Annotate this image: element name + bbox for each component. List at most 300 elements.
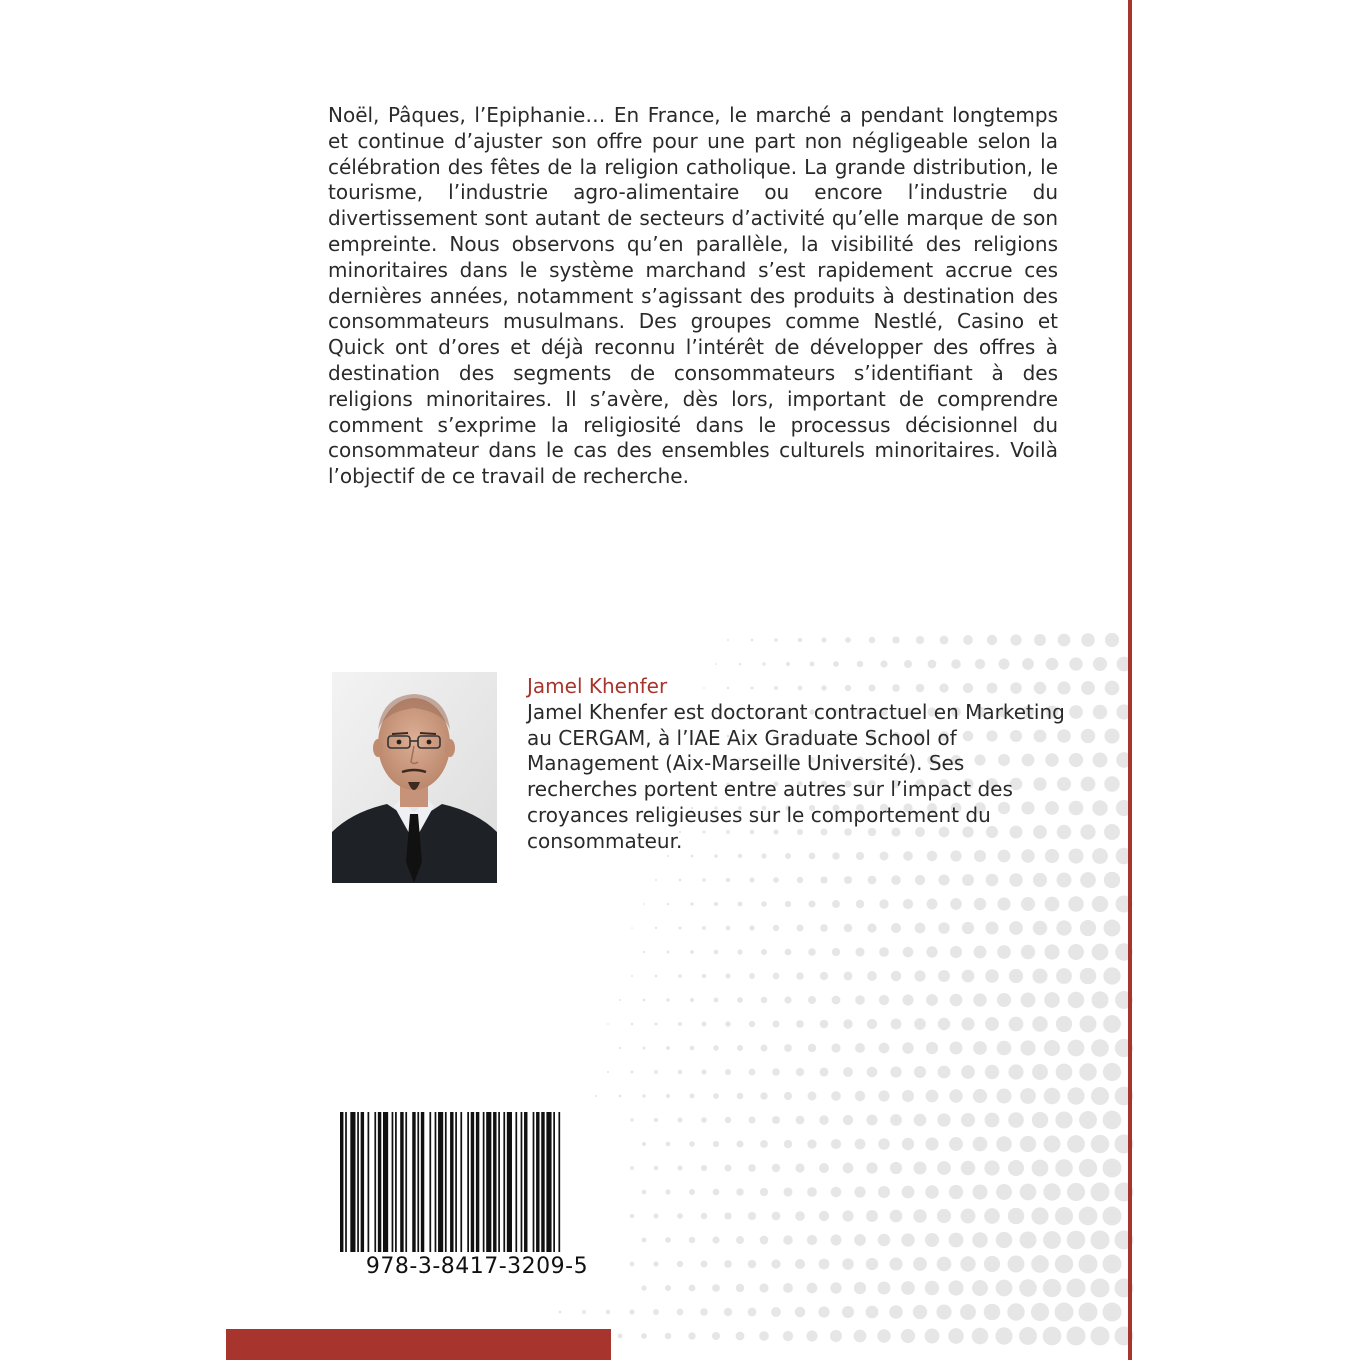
halftone-dot	[677, 1213, 683, 1219]
halftone-dot	[796, 1068, 804, 1076]
halftone-dot	[772, 1068, 780, 1076]
halftone-dot	[830, 1330, 842, 1342]
halftone-dot	[999, 659, 1010, 670]
halftone-dot	[1032, 1112, 1048, 1128]
halftone-dot	[1068, 944, 1084, 960]
halftone-dot	[702, 974, 706, 978]
halftone-dot	[831, 1043, 840, 1052]
halftone-dot	[963, 635, 973, 645]
barcode-bar	[515, 1112, 517, 1252]
halftone-dot	[914, 1114, 927, 1127]
halftone-dot	[1019, 1279, 1037, 1297]
halftone-dot	[891, 971, 901, 981]
barcode-bar	[378, 1112, 381, 1252]
halftone-dot	[1091, 991, 1108, 1008]
halftone-dot	[973, 1089, 987, 1103]
halftone-dot	[619, 1047, 621, 1049]
halftone-dot	[631, 975, 633, 977]
barcode-bar	[533, 1112, 535, 1252]
halftone-dot	[678, 974, 682, 978]
halftone-dot	[1055, 1159, 1073, 1177]
halftone-dot	[784, 1140, 793, 1149]
halftone-dot	[844, 876, 852, 884]
halftone-dot	[844, 924, 852, 932]
halftone-dot	[997, 945, 1011, 959]
halftone-dot	[1080, 824, 1095, 839]
halftone-dot	[808, 1092, 817, 1101]
halftone-dot	[1044, 1088, 1061, 1105]
halftone-dot	[1032, 968, 1047, 983]
halftone-dot	[712, 1332, 720, 1340]
halftone-dot	[879, 899, 888, 908]
halftone-dot	[997, 993, 1011, 1007]
halftone-dot	[1019, 1327, 1037, 1345]
halftone-dot	[973, 1137, 988, 1152]
halftone-dot	[1067, 1087, 1084, 1104]
halftone-dot	[724, 1260, 732, 1268]
halftone-dot	[642, 1190, 646, 1194]
halftone-dot	[1034, 634, 1046, 646]
halftone-dot	[903, 899, 913, 909]
halftone-dot	[855, 1091, 865, 1101]
halftone-dot	[891, 875, 901, 885]
halftone-dot	[1069, 753, 1083, 767]
halftone-dot	[819, 1067, 828, 1076]
halftone-dot	[1092, 848, 1108, 864]
halftone-dot	[736, 1140, 743, 1147]
halftone-dot	[1044, 944, 1059, 959]
halftone-dot	[760, 1236, 769, 1245]
halftone-dot	[1068, 1040, 1085, 1057]
halftone-dot	[984, 1160, 999, 1175]
halftone-dot	[806, 1330, 817, 1341]
halftone-dot	[643, 903, 645, 905]
halftone-dot	[830, 1282, 841, 1293]
halftone-dot	[902, 1042, 914, 1054]
barcode-bar	[483, 1112, 485, 1252]
halftone-dot	[997, 897, 1010, 910]
halftone-dot	[867, 923, 876, 932]
halftone-dot	[1093, 705, 1108, 720]
halftone-dot	[700, 1260, 707, 1267]
halftone-dot	[866, 1306, 879, 1319]
halftone-dot	[1009, 1017, 1024, 1032]
halftone-dot	[842, 1210, 853, 1221]
halftone-dot	[797, 925, 804, 932]
halftone-dot	[819, 1259, 830, 1270]
barcode-bar	[467, 1112, 469, 1252]
halftone-dot	[1033, 873, 1047, 887]
halftone-dot	[866, 1258, 878, 1270]
halftone-dot	[1021, 897, 1035, 911]
halftone-dot	[925, 1185, 939, 1199]
halftone-dot	[1032, 1016, 1047, 1031]
halftone-dot	[938, 922, 950, 934]
halftone-dot	[867, 1067, 878, 1078]
halftone-dot	[996, 1136, 1011, 1151]
halftone-dot	[985, 1065, 999, 1079]
halftone-dot	[784, 1044, 792, 1052]
halftone-dot	[748, 1260, 757, 1269]
halftone-dot	[654, 1118, 658, 1122]
halftone-dot	[714, 950, 719, 955]
halftone-dot	[831, 1187, 842, 1198]
halftone-dot	[925, 1329, 940, 1344]
halftone-dot	[774, 638, 778, 642]
halftone-dot	[1069, 657, 1082, 670]
halftone-dot	[890, 1210, 903, 1223]
barcode-bar	[524, 1112, 527, 1252]
halftone-dot	[796, 1020, 804, 1028]
halftone-dot	[773, 925, 779, 931]
halftone-dot	[938, 970, 950, 982]
halftone-dot	[677, 1261, 683, 1267]
halftone-dot	[761, 997, 767, 1003]
halftone-dot	[807, 1235, 817, 1245]
halftone-dot	[690, 998, 694, 1002]
halftone-dot	[866, 1210, 878, 1222]
halftone-dot	[1103, 1015, 1121, 1033]
halftone-dot	[1009, 873, 1022, 886]
halftone-dot	[1020, 1040, 1035, 1055]
halftone-dot	[1079, 1159, 1097, 1177]
halftone-dot	[678, 926, 681, 929]
halftone-dot	[784, 1092, 792, 1100]
halftone-dot	[737, 997, 743, 1003]
halftone-dot	[810, 662, 815, 667]
halftone-dot	[772, 1020, 779, 1027]
halftone-dot	[1046, 658, 1059, 671]
halftone-dot	[914, 1018, 926, 1030]
halftone-dot	[724, 1308, 732, 1316]
halftone-dot	[949, 1041, 962, 1054]
halftone-dot	[843, 1115, 853, 1125]
barcode-bar	[435, 1112, 437, 1252]
halftone-dot	[889, 1257, 902, 1270]
halftone-dot	[666, 998, 669, 1001]
halftone-dot	[1103, 967, 1120, 984]
halftone-dot	[1069, 705, 1083, 719]
barcode-bar	[536, 1112, 539, 1252]
halftone-dot	[926, 1090, 939, 1103]
halftone-dot	[642, 1094, 646, 1098]
halftone-dot	[783, 1331, 793, 1341]
halftone-dot	[866, 1114, 877, 1125]
halftone-dot	[1092, 944, 1109, 961]
halftone-dot	[1020, 1088, 1036, 1104]
halftone-dot	[1093, 753, 1108, 768]
halftone-dot	[936, 1304, 951, 1319]
halftone-dot	[831, 1091, 841, 1101]
halftone-dot	[1104, 920, 1121, 937]
halftone-dot	[1043, 1279, 1061, 1297]
halftone-dot	[654, 1166, 659, 1171]
halftone-dot	[1045, 897, 1060, 912]
halftone-dot	[1055, 1255, 1073, 1273]
halftone-dot	[725, 1069, 731, 1075]
halftone-dot	[785, 949, 792, 956]
halftone-dot	[1009, 921, 1023, 935]
halftone-dot	[665, 1237, 671, 1243]
halftone-dot	[1020, 1136, 1036, 1152]
halftone-dot	[1056, 968, 1072, 984]
halftone-dot	[1008, 1256, 1025, 1273]
halftone-dot	[926, 994, 938, 1006]
halftone-dot	[665, 1285, 671, 1291]
halftone-dot	[985, 1017, 999, 1031]
halftone-dot	[772, 1116, 780, 1124]
halftone-dot	[1008, 1208, 1024, 1224]
halftone-dot	[712, 1284, 720, 1292]
halftone-dot	[760, 1188, 768, 1196]
halftone-dot	[1008, 1112, 1024, 1128]
halftone-dot	[679, 879, 682, 882]
isbn-barcode	[332, 1100, 622, 1295]
halftone-dot	[713, 1141, 719, 1147]
halftone-dot	[736, 1188, 744, 1196]
halftone-dot	[784, 996, 791, 1003]
halftone-dot	[949, 1185, 963, 1199]
halftone-dot	[901, 1329, 915, 1343]
halftone-dot	[1044, 1040, 1060, 1056]
halftone-dot	[972, 1232, 988, 1248]
halftone-dot	[901, 1233, 914, 1246]
halftone-dot	[878, 1138, 890, 1150]
halftone-dot	[1079, 1111, 1097, 1129]
halftone-dot	[1080, 1016, 1097, 1033]
halftone-dot	[1043, 1231, 1061, 1249]
halftone-dot	[842, 1306, 854, 1318]
halftone-dot	[677, 1165, 682, 1170]
halftone-dot	[1056, 920, 1071, 935]
halftone-dot	[878, 1186, 890, 1198]
halftone-dot	[1103, 1111, 1122, 1130]
halftone-dot	[831, 1139, 841, 1149]
halftone-dot	[714, 854, 718, 858]
barcode-bar	[421, 1112, 424, 1252]
halftone-dot	[641, 1333, 647, 1339]
halftone-dot	[833, 661, 839, 667]
barcode-bar	[395, 1112, 397, 1252]
barcode-bar	[553, 1112, 555, 1252]
halftone-dot	[1081, 633, 1094, 646]
halftone-dot	[985, 921, 998, 934]
halftone-dot	[773, 973, 780, 980]
halftone-dot	[985, 1113, 1000, 1128]
halftone-dot	[915, 923, 926, 934]
halftone-dot	[1103, 1207, 1122, 1226]
halftone-dot	[961, 1161, 976, 1176]
halftone-dot	[630, 1166, 634, 1170]
halftone-dot	[819, 1115, 829, 1125]
halftone-dot	[737, 1093, 744, 1100]
halftone-dot	[974, 946, 987, 959]
halftone-dot	[760, 1140, 768, 1148]
halftone-dot	[1068, 992, 1084, 1008]
barcode-bar	[350, 1112, 355, 1252]
halftone-dot	[960, 1256, 975, 1271]
halftone-dot	[1019, 1231, 1036, 1248]
halftone-dot	[972, 1184, 987, 1199]
halftone-dot	[902, 994, 913, 1005]
halftone-dot	[1091, 1039, 1109, 1057]
halftone-dot	[773, 877, 779, 883]
halftone-dot	[771, 1307, 781, 1317]
halftone-dot	[926, 1042, 938, 1054]
halftone-dot	[854, 1282, 866, 1294]
halftone-dot	[937, 1161, 951, 1175]
halftone-dot	[701, 1165, 707, 1171]
halftone-dot	[869, 637, 876, 644]
halftone-dot	[642, 1238, 647, 1243]
halftone-dot	[739, 663, 742, 666]
halftone-dot	[1081, 681, 1095, 695]
halftone-dot	[832, 996, 841, 1005]
halftone-dot	[677, 1309, 684, 1316]
halftone-dot	[855, 947, 864, 956]
halftone-dot	[962, 874, 974, 886]
barcode-bar	[340, 1112, 343, 1252]
barcode-bar	[493, 1112, 496, 1252]
barcode-bar	[471, 1112, 474, 1252]
halftone-dot	[857, 661, 863, 667]
halftone-dot	[796, 972, 803, 979]
halftone-dot	[914, 970, 925, 981]
halftone-dot	[949, 1233, 964, 1248]
halftone-dot	[678, 1022, 682, 1026]
halftone-dot	[1103, 1063, 1121, 1081]
halftone-dot	[972, 1280, 988, 1296]
halftone-dot	[713, 1189, 720, 1196]
halftone-dot	[688, 1332, 695, 1339]
halftone-dot	[879, 995, 889, 1005]
halftone-dot	[714, 998, 719, 1003]
halftone-dot	[997, 1041, 1012, 1056]
halftone-dot	[1009, 969, 1023, 983]
halftone-dot	[948, 1280, 963, 1295]
author-info	[527, 674, 1067, 855]
halftone-dot	[854, 1186, 865, 1197]
halftone-dot	[903, 947, 914, 958]
halftone-dot	[854, 1330, 867, 1343]
halftone-dot	[798, 638, 802, 642]
halftone-dot	[820, 876, 827, 883]
halftone-dot	[961, 1209, 976, 1224]
halftone-dot	[949, 1137, 963, 1151]
barcode-bar	[405, 1112, 407, 1252]
halftone-dot	[844, 972, 853, 981]
barcode-bar	[507, 1112, 512, 1252]
halftone-dot	[973, 1041, 987, 1055]
barcode-bar	[476, 1112, 479, 1252]
halftone-dot	[750, 878, 755, 883]
halftone-dot	[642, 1142, 646, 1146]
halftone-dot	[819, 1211, 829, 1221]
halftone-dot	[820, 972, 828, 980]
halftone-dot	[760, 1092, 767, 1099]
back-cover-description: Noël, Pâques, l’Epiphanie… En France, le marché a pendant longtemps et continue d’ajuster son offre pour une part non négligeable selon la célébration des fêtes de la religion catholique. La grande distribution, le tourisme, l’industrie agro-alimentaire ou encore l’industrie du divertissement sont autant de secteurs d’activité qu’elle marque de son empreinte. Nous observons qu’en parallèle, la visibilité des religions minoritaires dans le système marchand s’est rapidement accrue ces dernières années, notamment s’agissant des produits à destination des consommateurs musulmans. Des groupes comme Nestlé, Casino et Quick ont d’ores et déjà reconnu l’intérêt de développer des offres à destination des segments de consommateurs s’identifiant à des religions minoritaires. Il s’avère, dès lors, important de comprendre comment s’exprime la religiosité dans le processus décisionnel du consommateur dans le cas des ensembles culturels minoritaires. Voilà l’objectif de ce travail de recherche.	[328, 103, 1058, 489]
halftone-dot	[1033, 921, 1048, 936]
barcode-bar	[486, 1112, 491, 1252]
barcode-bar	[383, 1112, 388, 1252]
halftone-dot	[808, 900, 815, 907]
halftone-dot	[1091, 1135, 1110, 1154]
halftone-dot	[879, 1043, 890, 1054]
halftone-dot	[617, 1333, 622, 1338]
halftone-dot	[913, 1305, 927, 1319]
halftone-dot	[619, 999, 621, 1001]
halftone-dot	[653, 1309, 659, 1315]
halftone-dot	[726, 878, 730, 882]
halftone-dot	[701, 1069, 706, 1074]
halftone-dot	[1044, 1136, 1061, 1153]
halftone-dot	[1068, 896, 1084, 912]
halftone-dot	[762, 662, 765, 665]
halftone-dot	[1091, 1087, 1109, 1105]
halftone-dot	[1055, 1303, 1074, 1322]
halftone-dot	[690, 950, 694, 954]
halftone-dot	[1008, 1064, 1023, 1079]
halftone-dot	[749, 925, 754, 930]
halftone-dot	[1092, 800, 1107, 815]
barcode-bar	[368, 1112, 370, 1252]
barcode-bar	[392, 1112, 394, 1252]
halftone-dot	[630, 1214, 634, 1218]
halftone-dot	[712, 1236, 719, 1243]
halftone-dot	[842, 1258, 854, 1270]
barcode-bar	[445, 1112, 447, 1252]
halftone-dot	[748, 1308, 757, 1317]
halftone-dot	[925, 1281, 939, 1295]
halftone-dot	[772, 1164, 780, 1172]
halftone-dot	[1104, 824, 1120, 840]
halftone-dot	[619, 1095, 622, 1098]
halftone-dot	[748, 1212, 756, 1220]
halftone-dot	[759, 1283, 768, 1292]
halftone-dot	[1067, 1183, 1085, 1201]
halftone-dot	[654, 1022, 657, 1025]
halftone-dot	[771, 1259, 780, 1268]
halftone-dot	[1056, 1016, 1072, 1032]
halftone-dot	[725, 1117, 731, 1123]
halftone-dot	[689, 1237, 695, 1243]
halftone-dot	[795, 1259, 805, 1269]
barcode-bar	[345, 1112, 347, 1252]
halftone-dot	[1091, 1279, 1110, 1298]
halftone-dot	[915, 875, 925, 885]
halftone-dot	[642, 1046, 645, 1049]
halftone-dot	[902, 1186, 915, 1199]
halftone-dot	[737, 1045, 743, 1051]
halftone-dot	[797, 877, 804, 884]
halftone-dot	[973, 993, 986, 1006]
halftone-dot	[996, 1184, 1012, 1200]
halftone-dot	[667, 903, 670, 906]
halftone-dot	[820, 1020, 829, 1029]
halftone-dot	[1056, 1064, 1073, 1081]
barcode-bar	[521, 1112, 523, 1252]
halftone-dot	[689, 1093, 694, 1098]
halftone-dot	[655, 879, 657, 881]
halftone-dot	[821, 637, 826, 642]
halftone-dot	[727, 639, 729, 641]
halftone-dot	[1032, 1064, 1048, 1080]
halftone-dot	[715, 663, 717, 665]
halftone-dot	[761, 901, 767, 907]
halftone-dot	[820, 924, 828, 932]
halftone-dot	[678, 1070, 682, 1074]
halftone-dot	[748, 1116, 755, 1123]
